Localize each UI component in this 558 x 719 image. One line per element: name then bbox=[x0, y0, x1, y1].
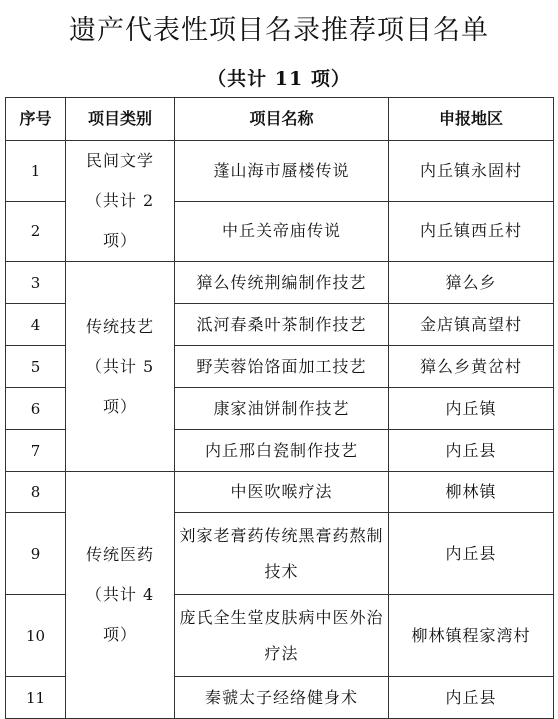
category-cell bbox=[66, 141, 175, 262]
project-region: 内丘镇永固村 bbox=[389, 141, 554, 202]
project-name: 蓬山海市蜃楼传说 bbox=[175, 141, 389, 202]
project-region: 獐么乡黄岔村 bbox=[389, 346, 554, 388]
row-index: 5 bbox=[6, 346, 66, 388]
row-index: 10 bbox=[6, 595, 66, 677]
category-count-end: 项） bbox=[102, 396, 137, 416]
category-name: 民间文学 bbox=[85, 151, 154, 170]
category-count-end: 项） bbox=[102, 625, 137, 644]
category-name: 传统医药 bbox=[85, 545, 154, 564]
table-header-row bbox=[6, 98, 554, 141]
project-name: 秦虢太子经络健身术 bbox=[175, 677, 389, 719]
row-index: 2 bbox=[6, 201, 66, 262]
project-name: 庞氏全生堂皮肤病中医外治疗法 bbox=[175, 595, 389, 677]
project-name: 野芙蓉饴饹面加工技艺 bbox=[175, 346, 389, 388]
category-count: （共计 4 bbox=[85, 585, 155, 604]
project-region: 獐么乡 bbox=[389, 262, 554, 304]
project-region: 柳林镇 bbox=[389, 472, 554, 513]
header-name: 项目名称 bbox=[175, 98, 389, 141]
row-index: 9 bbox=[6, 513, 66, 595]
row-index: 8 bbox=[6, 472, 66, 513]
document-title: 遗产代表性项目名录推荐项目名单 bbox=[69, 15, 489, 46]
project-region: 内丘镇 bbox=[389, 388, 554, 430]
category-cell bbox=[66, 472, 175, 719]
header-region: 申报地区 bbox=[389, 98, 554, 141]
row-index: 4 bbox=[6, 304, 66, 346]
row-index: 1 bbox=[6, 141, 66, 202]
header-category: 项目类别 bbox=[66, 98, 175, 141]
project-name: 刘家老膏药传统黑膏药熬制技术 bbox=[175, 513, 389, 595]
project-table bbox=[5, 97, 554, 719]
category-name: 传统技艺 bbox=[85, 316, 154, 336]
project-name: 中医吹喉疗法 bbox=[175, 472, 389, 513]
project-name: 獐么传统荆编制作技艺 bbox=[175, 262, 389, 304]
project-name: 内丘邢白瓷制作技艺 bbox=[175, 430, 389, 472]
table-row bbox=[6, 141, 554, 202]
project-name: 康家油饼制作技艺 bbox=[175, 388, 389, 430]
category-cell bbox=[66, 262, 175, 472]
project-region: 金店镇高望村 bbox=[389, 304, 554, 346]
row-index: 7 bbox=[6, 430, 66, 472]
row-index: 11 bbox=[6, 677, 66, 719]
table-row bbox=[6, 472, 554, 513]
project-region: 内丘县 bbox=[389, 677, 554, 719]
project-name: 泜河春桑叶茶制作技艺 bbox=[175, 304, 389, 346]
category-count: （共计 2 项） bbox=[85, 191, 155, 250]
project-region: 柳林镇程家湾村 bbox=[389, 595, 554, 677]
table-row bbox=[6, 262, 554, 304]
row-index: 6 bbox=[6, 388, 66, 430]
project-region: 内丘县 bbox=[389, 513, 554, 595]
project-region: 内丘镇西丘村 bbox=[389, 201, 554, 262]
header-index: 序号 bbox=[6, 98, 66, 141]
row-index: 3 bbox=[6, 262, 66, 304]
project-name: 中丘关帝庙传说 bbox=[175, 201, 389, 262]
project-region: 内丘县 bbox=[389, 430, 554, 472]
document-subtitle: （共计 11 项） bbox=[207, 68, 351, 90]
category-count: （共计 5 bbox=[85, 356, 155, 376]
